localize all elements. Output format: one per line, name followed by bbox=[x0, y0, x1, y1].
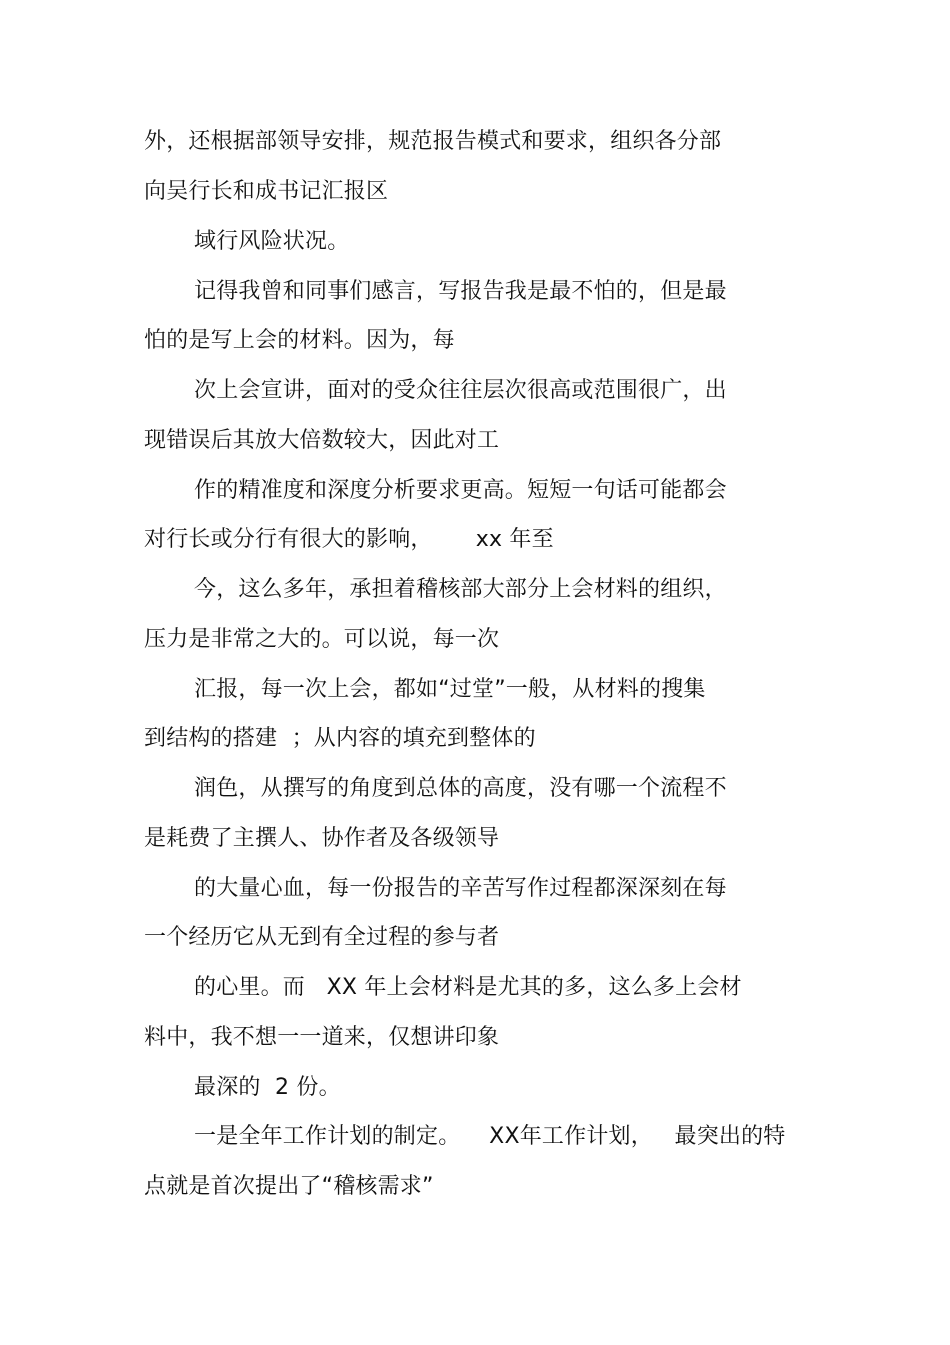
text-line: 记得我曾和同事们感言，写报告我是最不怕的，但是最 bbox=[194, 279, 727, 304]
text-line: 料中，我不想一一道来，仅想讲印象 bbox=[144, 1025, 500, 1050]
text-line: 次上会宣讲，面对的受众往往层次很高或范围很广，出 bbox=[194, 378, 727, 403]
text-line: 一是全年工作计划的制定。 XX年工作计划， 最突出的特 bbox=[194, 1124, 786, 1149]
text-line: 外，还根据部领导安排，规范报告模式和要求，组织各分部 bbox=[144, 129, 722, 154]
text-line: 到结构的搭建 ；从内容的填充到整体的 bbox=[144, 726, 536, 751]
text-line: 的心里。而 XX 年上会材料是尤其的多，这么多上会材 bbox=[194, 975, 742, 1000]
text-line: 汇报，每一次上会，都如“过堂”一般，从材料的搜集 bbox=[194, 677, 706, 702]
text-line: 润色，从撰写的角度到总体的高度，没有哪一个流程不 bbox=[194, 776, 727, 801]
text-line: 作的精准度和深度分析要求更高。短短一句话可能都会 bbox=[194, 478, 727, 503]
text-line: 点就是首次提出了“稽核需求” bbox=[144, 1174, 434, 1199]
text-line: 是耗费了主撰人、协作者及各级领导 bbox=[144, 826, 500, 851]
text-line: 最深的 2 份。 bbox=[194, 1075, 341, 1100]
text-line: 压力是非常之大的。可以说，每一次 bbox=[144, 627, 500, 652]
text-line: 一个经历它从无到有全过程的参与者 bbox=[144, 925, 500, 950]
text-line: 今，这么多年，承担着稽核部大部分上会材料的组织， bbox=[194, 577, 727, 602]
text-line: 的大量心血，每一份报告的辛苦写作过程都深深刻在每 bbox=[194, 876, 727, 901]
text-line: 域行风险状况。 bbox=[194, 229, 350, 254]
text-line: 怕的是写上会的材料。因为，每 bbox=[144, 328, 455, 353]
text-line: 现错误后其放大倍数较大，因此对工 bbox=[144, 428, 500, 453]
text-line: 对行长或分行有很大的影响， xx 年至 bbox=[144, 527, 554, 552]
text-line: 向吴行长和成书记汇报区 bbox=[144, 179, 389, 204]
